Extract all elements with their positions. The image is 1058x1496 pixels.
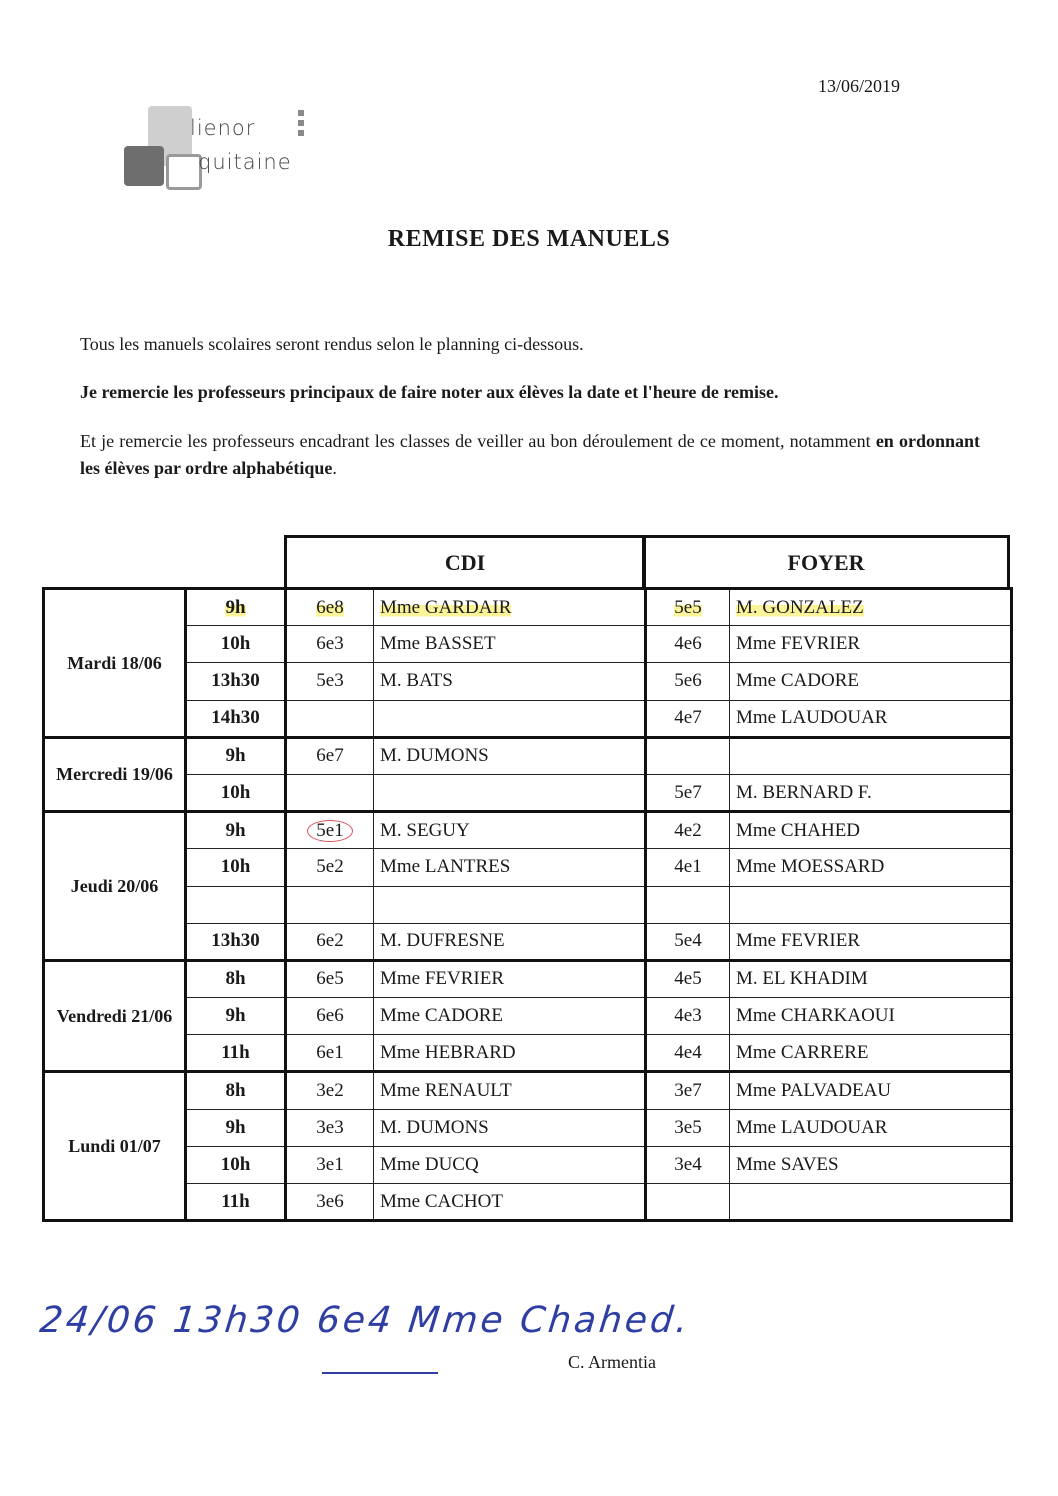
foyer-teacher-text: Mme PALVADEAU [736, 1080, 892, 1102]
time-text: 11h [221, 1190, 250, 1212]
cdi-class-cell [286, 626, 374, 663]
foyer-class-text: 4e1 [674, 856, 702, 878]
table-row [44, 923, 1012, 960]
time-text: 10h [220, 856, 251, 878]
cdi-teacher-cell [374, 774, 646, 811]
cdi-teacher-text: Mme RENAULT [380, 1080, 512, 1102]
foyer-teacher-cell [730, 1146, 1012, 1183]
logo-alienor-aquitaine [122, 102, 352, 192]
cdi-teacher-cell [374, 960, 646, 997]
cdi-class-text: 3e3 [316, 1116, 344, 1138]
foyer-class-cell [646, 812, 730, 849]
logo-dots [298, 110, 306, 140]
foyer-teacher-cell [730, 774, 1012, 811]
foyer-class-text: 4e7 [674, 707, 702, 729]
cdi-teacher-text: M. DUMONS [380, 1116, 489, 1138]
cdi-teacher-text: M. SEGUY [380, 819, 470, 841]
cdi-class-cell [286, 923, 374, 960]
table-row [44, 589, 1012, 626]
time-cell [186, 998, 286, 1035]
cdi-teacher-text: Mme HEBRARD [380, 1041, 516, 1063]
time-cell [186, 812, 286, 849]
cdi-class-cell [286, 886, 374, 923]
table-row [44, 774, 1012, 811]
table-row [44, 886, 1012, 923]
intro-paragraph: Tous les manuels scolaires seront rendus selon le planning ci-dessous. [80, 334, 584, 354]
time-text: 9h [225, 819, 246, 841]
instructions-paragraph [80, 428, 980, 482]
foyer-teacher-text: Mme CHAHED [736, 819, 861, 841]
signature: C. Armentia [568, 1352, 656, 1372]
time-cell [186, 774, 286, 811]
time-text: 8h [225, 1080, 246, 1102]
foyer-teacher-text: Mme CADORE [736, 670, 859, 692]
cdi-class-text: 5e3 [316, 670, 344, 692]
foyer-class-text: 4e2 [674, 819, 702, 841]
foyer-teacher-cell [730, 737, 1012, 774]
cdi-class-text: 6e7 [316, 745, 344, 767]
table-row [44, 663, 1012, 700]
cdi-teacher-cell [374, 663, 646, 700]
foyer-teacher-cell [730, 960, 1012, 997]
day-label: Jeudi 20/06 [44, 812, 186, 961]
cdi-class-text: 6e3 [316, 633, 344, 655]
foyer-teacher-text: M. GONZALEZ [736, 596, 864, 618]
foyer-teacher-cell [730, 849, 1012, 886]
foyer-teacher-text: Mme FEVRIER [736, 930, 861, 952]
foyer-class-cell [646, 923, 730, 960]
cdi-class-cell [286, 960, 374, 997]
foyer-class-text: 3e7 [674, 1080, 702, 1102]
cdi-teacher-cell [374, 923, 646, 960]
cdi-teacher-cell [374, 737, 646, 774]
time-cell [186, 1184, 286, 1221]
cdi-class-cell [286, 1072, 374, 1109]
time-cell [186, 923, 286, 960]
cdi-teacher-cell [374, 1146, 646, 1183]
instructions-end: . [332, 458, 337, 478]
table-row [44, 737, 1012, 774]
table-row [44, 849, 1012, 886]
cdi-teacher-cell [374, 700, 646, 737]
cdi-teacher-text: Mme FEVRIER [380, 968, 505, 990]
time-text: 8h [225, 968, 246, 990]
cdi-teacher-cell [374, 589, 646, 626]
time-text: 9h [225, 1116, 246, 1138]
time-cell [186, 1072, 286, 1109]
cdi-teacher-text: M. BATS [380, 670, 453, 692]
foyer-teacher-cell [730, 663, 1012, 700]
time-text: 9h [225, 1005, 246, 1027]
foyer-class-cell [646, 774, 730, 811]
time-cell [186, 589, 286, 626]
cdi-class-cell [286, 1184, 374, 1221]
time-cell [186, 737, 286, 774]
day-label: Lundi 01/07 [44, 1072, 186, 1221]
foyer-teacher-text: Mme CARRERE [736, 1041, 869, 1063]
time-cell [186, 849, 286, 886]
logo-shape-dark [124, 146, 164, 186]
table-row [44, 998, 1012, 1035]
time-text: 13h30 [211, 670, 260, 692]
cdi-class-text: 5e1 [307, 820, 352, 842]
cdi-teacher-text: Mme LANTRES [380, 856, 511, 878]
foyer-teacher-cell [730, 626, 1012, 663]
table-row [44, 626, 1012, 663]
time-cell [186, 1035, 286, 1072]
cdi-class-cell [286, 700, 374, 737]
foyer-class-text: 5e5 [674, 596, 702, 618]
cdi-teacher-cell [374, 626, 646, 663]
foyer-teacher-cell [730, 589, 1012, 626]
foyer-teacher-cell [730, 1184, 1012, 1221]
cdi-teacher-text: Mme CADORE [380, 1005, 503, 1027]
time-text: 11h [221, 1041, 250, 1063]
logo-shape-mid [166, 154, 202, 190]
instructions-bold: en ordonnant les élèves par ordre alphabétique [80, 431, 980, 478]
time-text: 13h30 [211, 930, 260, 952]
foyer-class-cell [646, 998, 730, 1035]
foyer-teacher-cell [730, 1109, 1012, 1146]
foyer-class-text: 3e5 [674, 1116, 702, 1138]
time-text: 10h [220, 781, 251, 803]
cdi-teacher-text: Mme GARDAIR [380, 596, 512, 618]
cdi-class-text: 3e1 [316, 1153, 344, 1175]
day-label: Vendredi 21/06 [44, 960, 186, 1072]
time-cell [186, 626, 286, 663]
instructions-text: Et je remercie les professeurs encadrant les classes de veiller au bon déroulement de ce moment, notamment [80, 431, 876, 451]
cdi-teacher-cell [374, 1072, 646, 1109]
table-row [44, 1072, 1012, 1109]
time-cell [186, 700, 286, 737]
foyer-class-text: 5e7 [674, 781, 702, 803]
foyer-class-cell [646, 1035, 730, 1072]
logo-word-2: quitaine [198, 150, 292, 174]
column-header-foyer: FOYER [642, 535, 1010, 587]
foyer-teacher-text: Mme SAVES [736, 1153, 839, 1175]
time-text: 14h30 [211, 707, 260, 729]
cdi-teacher-text: Mme BASSET [380, 633, 496, 655]
cdi-class-text: 6e1 [316, 1041, 344, 1063]
time-text: 10h [220, 633, 251, 655]
cdi-class-text: 6e2 [316, 930, 344, 952]
cdi-class-text: 6e5 [316, 968, 344, 990]
column-header-cdi: CDI [284, 535, 646, 587]
foyer-teacher-text: M. BERNARD F. [736, 781, 872, 803]
foyer-teacher-cell [730, 923, 1012, 960]
cdi-class-cell [286, 1146, 374, 1183]
schedule-table [42, 535, 1010, 1275]
table-row [44, 700, 1012, 737]
cdi-class-cell [286, 849, 374, 886]
cdi-teacher-cell [374, 886, 646, 923]
foyer-class-cell [646, 849, 730, 886]
cdi-class-cell [286, 589, 374, 626]
cdi-teacher-text: M. DUFRESNE [380, 930, 505, 952]
cdi-teacher-cell [374, 1109, 646, 1146]
foyer-class-cell [646, 663, 730, 700]
cdi-teacher-cell [374, 849, 646, 886]
foyer-teacher-text: Mme LAUDOUAR [736, 707, 888, 729]
table-row [44, 1146, 1012, 1183]
foyer-teacher-text: Mme FEVRIER [736, 633, 861, 655]
foyer-teacher-cell [730, 812, 1012, 849]
time-cell [186, 663, 286, 700]
cdi-teacher-cell [374, 1184, 646, 1221]
table-row [44, 1109, 1012, 1146]
date: 13/06/2019 [818, 76, 901, 96]
foyer-teacher-cell [730, 1072, 1012, 1109]
time-cell [186, 886, 286, 923]
foyer-class-cell [646, 626, 730, 663]
foyer-class-text: 4e6 [674, 633, 702, 655]
foyer-class-text: 5e6 [674, 670, 702, 692]
cdi-class-cell [286, 998, 374, 1035]
foyer-class-text: 4e4 [674, 1041, 702, 1063]
day-label: Mardi 18/06 [44, 589, 186, 738]
foyer-class-text: 5e4 [674, 930, 702, 952]
thanks-paragraph: Je remercie les professeurs principaux de faire noter aux élèves la date et l'heure de remise. [80, 382, 779, 402]
foyer-class-cell [646, 960, 730, 997]
foyer-class-text: 4e5 [674, 968, 702, 990]
schedule-grid [42, 587, 1013, 1222]
cdi-class-cell [286, 812, 374, 849]
foyer-teacher-cell [730, 886, 1012, 923]
page-title: REMISE DES MANUELS [387, 226, 671, 252]
time-cell [186, 1109, 286, 1146]
handwritten-note: 24/06 13h30 6e4 Mme Chahed. [37, 1300, 693, 1341]
foyer-class-cell [646, 1109, 730, 1146]
foyer-class-text: 3e4 [674, 1153, 702, 1175]
foyer-class-cell [646, 1072, 730, 1109]
table-row [44, 1035, 1012, 1072]
cdi-class-cell [286, 737, 374, 774]
foyer-class-cell [646, 886, 730, 923]
foyer-class-cell [646, 737, 730, 774]
cdi-class-text: 5e2 [316, 856, 344, 878]
cdi-class-cell [286, 663, 374, 700]
table-row [44, 812, 1012, 849]
cdi-teacher-text: M. DUMONS [380, 745, 489, 767]
cdi-teacher-cell [374, 812, 646, 849]
cdi-teacher-text: Mme CACHOT [380, 1190, 503, 1212]
foyer-teacher-text: M. EL KHADIM [736, 968, 868, 990]
handwritten-underline [322, 1372, 438, 1374]
foyer-teacher-text: Mme CHARKAOUI [736, 1005, 895, 1027]
foyer-teacher-cell [730, 998, 1012, 1035]
foyer-class-cell [646, 700, 730, 737]
table-row [44, 1184, 1012, 1221]
day-label: Mercredi 19/06 [44, 737, 186, 811]
foyer-class-text: 4e3 [674, 1005, 702, 1027]
foyer-teacher-cell [730, 700, 1012, 737]
cdi-class-text: 3e6 [316, 1190, 344, 1212]
cdi-class-text: 6e8 [316, 596, 344, 618]
time-text: 10h [220, 1153, 251, 1175]
foyer-teacher-text: Mme LAUDOUAR [736, 1116, 888, 1138]
foyer-class-cell [646, 1184, 730, 1221]
logo-word-1: lienor [190, 116, 256, 140]
cdi-teacher-text: Mme DUCQ [380, 1153, 479, 1175]
foyer-class-cell [646, 589, 730, 626]
cdi-class-text: 3e2 [316, 1080, 344, 1102]
cdi-teacher-cell [374, 1035, 646, 1072]
foyer-teacher-cell [730, 1035, 1012, 1072]
table-row [44, 960, 1012, 997]
foyer-class-cell [646, 1146, 730, 1183]
time-text: 9h [225, 596, 246, 618]
foyer-teacher-text: Mme MOESSARD [736, 856, 885, 878]
cdi-class-text: 6e6 [316, 1005, 344, 1027]
cdi-teacher-cell [374, 998, 646, 1035]
time-cell [186, 960, 286, 997]
cdi-class-cell [286, 774, 374, 811]
time-cell [186, 1146, 286, 1183]
cdi-class-cell [286, 1035, 374, 1072]
time-text: 9h [225, 745, 246, 767]
cdi-class-cell [286, 1109, 374, 1146]
